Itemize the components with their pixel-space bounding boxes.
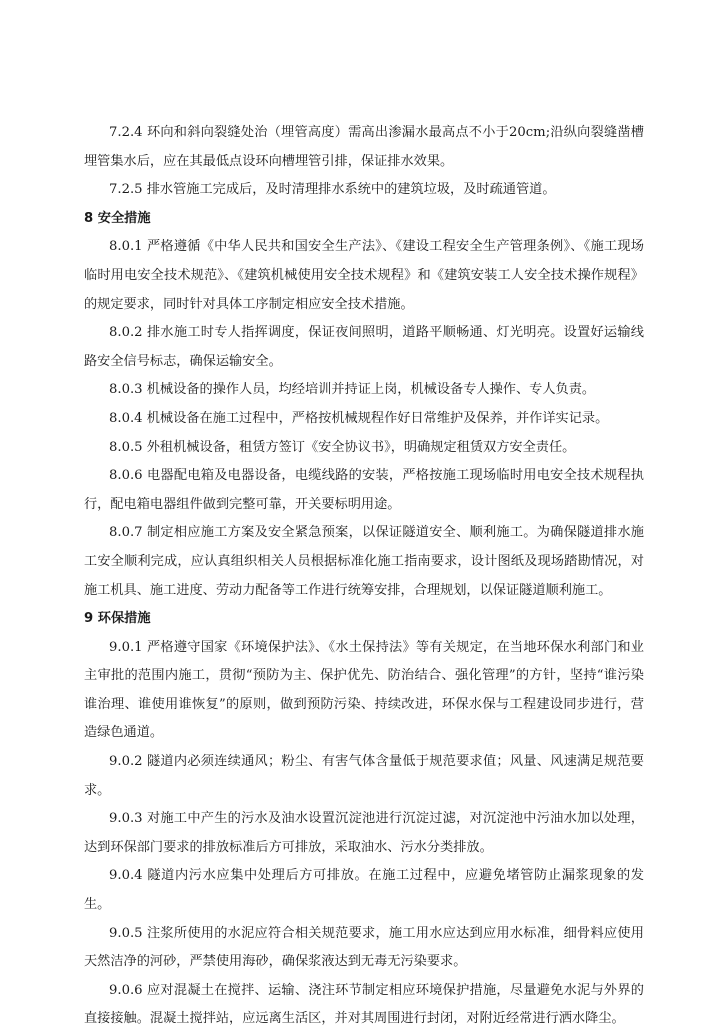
paragraph-9-0-5: 9.0.5 注浆所使用的水泥应符合相关规范要求，施工用水应达到应用水标准，细骨料应使用天然洁净的河砂，严禁使用海砂，确保浆液达到无毒无污染要求。: [84, 925, 644, 970]
paragraph-9-0-4: 9.0.4 隧道内污水应集中处理后方可排放。在施工过程中，应避免堵管防止漏浆现象的发生。: [84, 868, 644, 913]
paragraph-8-0-5: 8.0.5 外租机械设备，租赁方签订《安全协议书》，明确规定租赁双方安全责任。: [109, 439, 576, 455]
section-heading-8: 8 安全措施: [84, 210, 151, 226]
paragraph-9-0-1: 9.0.1 严格遵守国家《环境保护法》、《水土保持法》等有关规定，在当地环保水利部门和业主审批的范围内施工，贯彻“预防为主、保护优先、防治结合、强化管理”的方针，坚持“谁污染谁治理、谁使用谁恢复”的原则，做到预防污染、持续改进，环保水保与工程建设同步进行，营造绿色通道。: [84, 639, 644, 741]
paragraph-8-0-7: 8.0.7 制定相应施工方案及安全紧急预案，以保证隧道安全、顺利施工。为确保隧道排水施工安全顺利完成，应认真组织相关人员根据标准化施工指南要求，设计图纸及现场踏勘情况，对施工机具、施工进度、劳动力配备等工作进行统筹安排，合理规划，以保证隧道顺利施工。: [84, 525, 644, 598]
document-body: [84, 119, 644, 1034]
paragraph-8-0-1: 8.0.1 严格遵循《中华人民共和国安全生产法》、《建设工程安全生产管理条例》、《施工现场临时用电安全技术规范》、《建筑机械使用安全技术规程》和《建筑安装工人安全技术操作规程》的规定要求，同时针对具体工序制定相应安全技术措施。: [84, 239, 644, 312]
paragraph-9-0-2: 9.0.2 隧道内必须连续通风；粉尘、有害气体含量低于规范要求值；风量、风速满足规范要求。: [84, 754, 644, 798]
paragraph-8-0-6: 8.0.6 电器配电箱及电器设备，电缆线路的安装，严格按施工现场临时用电安全技术规程执行，配电箱电器组件做到完整可靠，开关要标明用途。: [84, 468, 644, 512]
paragraph-8-0-2: 8.0.2 排水施工时专人指挥调度，保证夜间照明，道路平顺畅通、灯光明亮。设置好运输线路安全信号标志，确保运输安全。: [84, 325, 644, 369]
paragraph-8-0-4: 8.0.4 机械设备在施工过程中，严格按机械规程作好日常维护及保养，并作详实记录。: [109, 410, 609, 426]
paragraph-7-2-4: 7.2.4 环向和斜向裂缝处治（埋管高度）需高出渗漏水最高点不小于20cm;沿纵向裂缝凿槽埋管集水后，应在其最低点设环向槽埋管引排，保证排水效果。: [84, 125, 644, 169]
paragraph-9-0-3: 9.0.3 对施工中产生的污水及油水设置沉淀池进行沉淀过滤，对沉淀池中污油水加以处理，达到环保部门要求的排放标准后方可排放，采取油水、污水分类排放。: [84, 811, 644, 855]
paragraph-7-2-5: 7.2.5 排水管施工完成后，及时清理排水系统中的建筑垃圾，及时疏通管道。: [109, 182, 556, 198]
section-heading-9: 9 环保措施: [84, 611, 151, 627]
paragraph-8-0-3: 8.0.3 机械设备的操作人员，均经培训并持证上岗，机械设备专人操作、专人负责。: [109, 382, 596, 398]
paragraph-9-0-6: 9.0.6 应对混凝土在搅拌、运输、浇注环节制定相应环境保护措施，尽量避免水泥与外界的直接接触。混凝土搅拌站，应远离生活区，并对其周围进行封闭，对附近经常进行洒水降尘。: [84, 982, 644, 1027]
